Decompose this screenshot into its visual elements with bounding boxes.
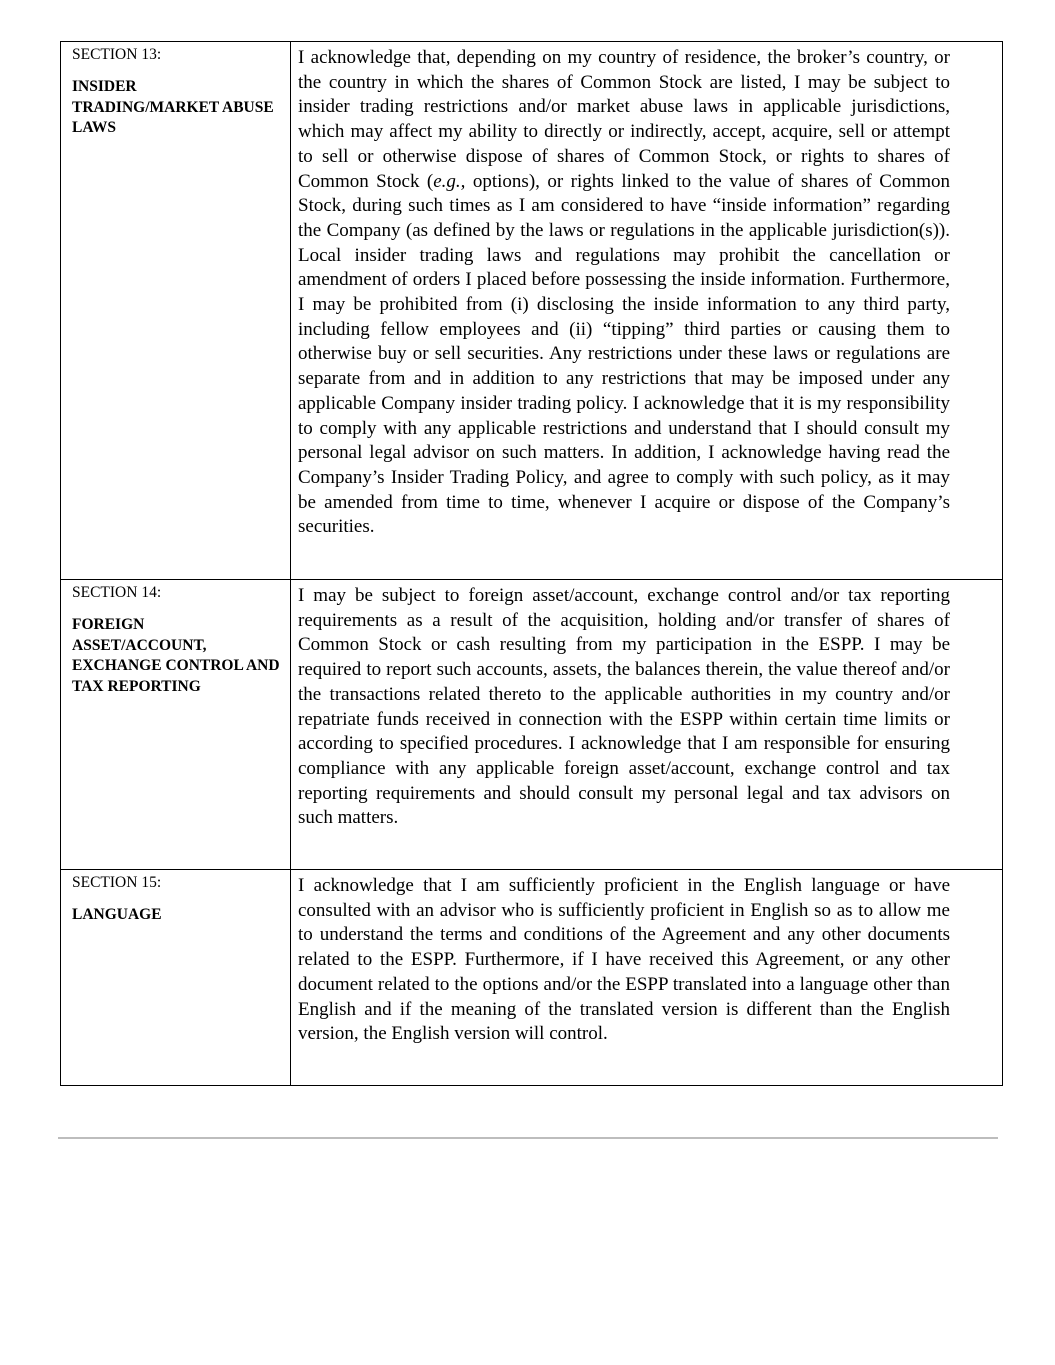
section-row-13	[61, 42, 1003, 580]
section-body: I may be subject to foreign asset/account, exchange control and/or tax reporting requirements as a result of the acquisition, holding and/or transfer of shares of Common Stock or cash resulting from my participation in the ESPP. I may be required to report such accounts, assets, the balances therein, the value thereof and/or the transactions related thereto to the applicable authorities in my country and/or repatriate funds received in connection with the ESPP within certain time limits or according to specified procedures. I acknowledge that I am responsible for ensuring compliance with any applicable foreign asset/account, exchange control and tax reporting requirements and should consult my personal legal and tax advisors on such matters.	[298, 585, 950, 829]
section-row-15	[61, 870, 1003, 1086]
page-footer-divider	[58, 1137, 998, 1139]
section-body-rest: options), or rights linked to the value of shares of Common Stock, during such times as I am considered to have “inside information” regarding the Company (as defined by the laws or regulations in the applicable jurisdiction(s)). Local insider trading laws and regulations may prohibit the cancellation or amendment of orders I placed before possessing the inside information. Furthermore, I may be prohibited from (i) disclosing the inside information to any third party, including fellow employees and (ii) “tipping” third parties or causing them to otherwise buy or sell securities. Any restrictions under these laws or regulations are separate from and in addition to any restrictions that may be imposed under any applicable Company insider trading policy. I acknowledge that it is my responsibility to comply with any applicable restrictions and understand that I should consult my personal legal advisor on such matters. In addition, I acknowledge having read the Company’s Insider Trading Policy, and agree to comply with such policy, as it may be amended from time to time, whenever I acquire or dispose of the Company’s securities.	[298, 170, 950, 538]
section-label-cell	[61, 870, 291, 1086]
section-body-cell	[291, 42, 1003, 580]
section-title: LANGUAGE	[72, 906, 162, 923]
section-body-emphasis: e.g.,	[433, 170, 466, 192]
section-body	[298, 46, 950, 540]
section-title: FOREIGN ASSET/ACCOUNT, EXCHANGE CONTROL AND TAX REPORTING	[72, 616, 280, 695]
section-body: I acknowledge that I am sufficiently proficient in the English language or have consulted with an advisor who is sufficiently proficient in English so as to allow me to understand the terms and conditions of the Agreement and any other documents related to the ESPP. Furthermore, if I have received this Agreement, or any other document related to the options and/or the ESPP translated into a language other than English and if the meaning of the translated version is different than the English version, the English version will control.	[298, 875, 950, 1045]
section-body-intro: I acknowledge that, depending on my country of residence, the broker’s country, or the country in which the shares of Common Stock are listed, I may be subject to insider trading restrictions and/or market abuse laws in applicable jurisdictions, which may affect my ability to directly or indirectly, accept, acquire, sell or attempt to sell or otherwise dispose of shares of Common Stock, or rights to shares of Common Stock (	[298, 47, 950, 192]
section-label-cell	[61, 42, 291, 580]
sections-table	[60, 41, 1003, 1086]
section-number: SECTION 13:	[72, 46, 162, 63]
section-body-cell	[291, 580, 1003, 870]
section-title: INSIDER TRADING/MARKET ABUSE LAWS	[72, 78, 274, 136]
section-body-cell	[291, 870, 1003, 1086]
section-label-cell	[61, 580, 291, 870]
section-row-14	[61, 580, 1003, 870]
section-number: SECTION 15:	[72, 874, 162, 891]
section-number: SECTION 14:	[72, 584, 162, 601]
